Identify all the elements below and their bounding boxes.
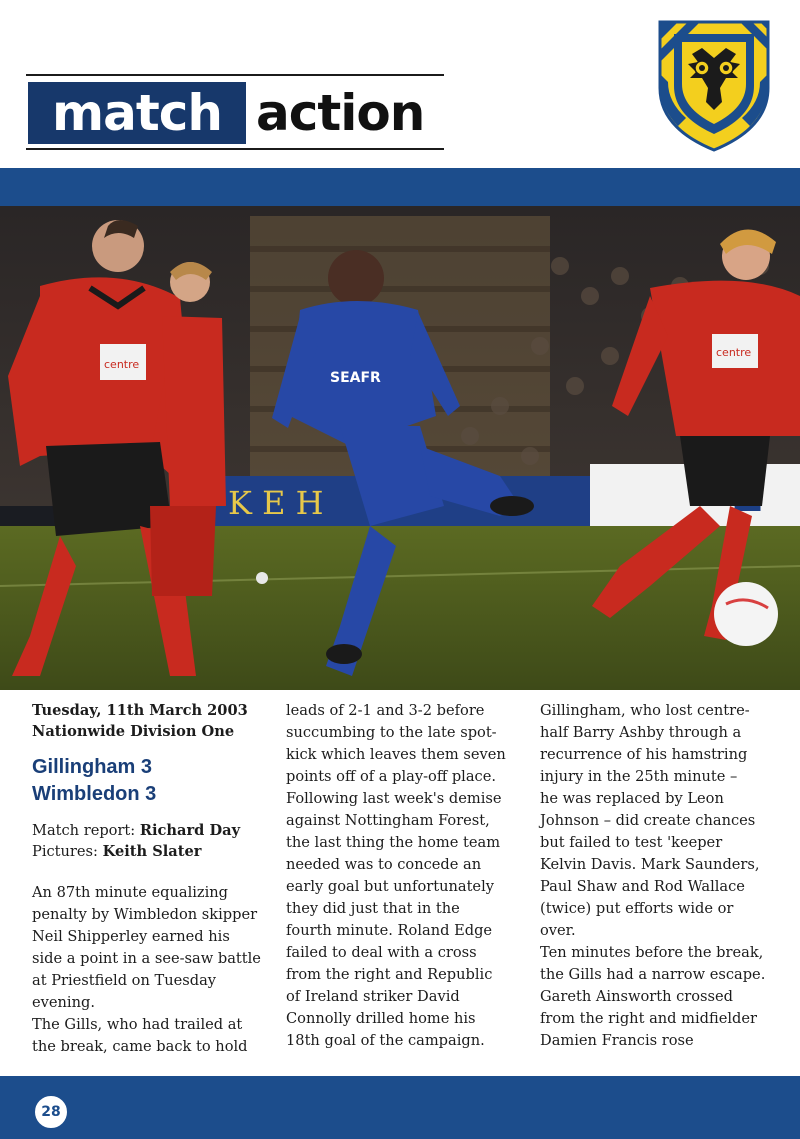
article-line: 18th goal of the campaign. bbox=[286, 1032, 485, 1049]
report-author: Richard Day bbox=[139, 822, 241, 839]
article-line: of Ireland striker David bbox=[286, 988, 460, 1005]
shirt-sponsor-left: centre bbox=[104, 358, 140, 371]
pictures-author: Keith Slater bbox=[102, 843, 202, 860]
article-line: from the right and Republic bbox=[286, 966, 493, 983]
article-line: they did just that in the bbox=[286, 900, 460, 917]
article-line: Gillingham, who lost centre- bbox=[540, 702, 750, 719]
article-column-3 bbox=[540, 700, 776, 1052]
shirt-sponsor-right: centre bbox=[716, 346, 752, 359]
score-home: Gillingham 3 bbox=[32, 756, 153, 778]
masthead bbox=[0, 0, 800, 172]
score-away: Wimbledon 3 bbox=[32, 783, 157, 805]
article-line: the Gills had a narrow escape. bbox=[540, 966, 766, 983]
article-line: succumbing to the late spot- bbox=[286, 724, 497, 741]
article-line: Neil Shipperley earned his bbox=[32, 928, 230, 945]
pictures-label: Pictures: bbox=[32, 843, 98, 860]
football-match-photo bbox=[0, 206, 800, 690]
footer-band bbox=[0, 1076, 800, 1139]
article-line: early goal but unfortunately bbox=[286, 878, 494, 895]
article-line: but failed to test 'keeper bbox=[540, 834, 723, 851]
article-line: at Priestfield on Tuesday bbox=[32, 972, 217, 989]
article-line: over. bbox=[540, 922, 576, 939]
header-band bbox=[0, 168, 800, 206]
article-line: Johnson – did create chances bbox=[540, 812, 756, 829]
article-line: Ten minutes before the break, bbox=[540, 944, 764, 961]
article-line: Gareth Ainsworth crossed bbox=[540, 988, 734, 1005]
shirt-sponsor-blue: SEAFR bbox=[330, 370, 381, 386]
article-line: penalty by Wimbledon skipper bbox=[32, 906, 258, 923]
article-body-1 bbox=[32, 882, 268, 1058]
title-rule-bottom bbox=[26, 148, 444, 150]
article-line: (twice) put efforts wide or bbox=[540, 900, 734, 917]
article-line: against Nottingham Forest, bbox=[286, 812, 490, 829]
article-line: the break, came back to hold bbox=[32, 1038, 248, 1055]
article-line: needed was to concede an bbox=[286, 856, 482, 873]
competition: Nationwide Division One bbox=[32, 723, 235, 740]
article-line: recurrence of his hamstring bbox=[540, 746, 748, 763]
title-action: action bbox=[256, 84, 425, 142]
article-line: Connolly drilled home his bbox=[286, 1010, 476, 1027]
match-date: Tuesday, 11th March 2003 bbox=[32, 702, 248, 719]
article-line: side a point in a see-saw battle bbox=[32, 950, 261, 967]
article-line: points off of a play-off place. bbox=[286, 768, 496, 785]
eagle-crest-icon bbox=[656, 18, 772, 154]
article-line: half Barry Ashby through a bbox=[540, 724, 742, 741]
article-line: he was replaced by Leon bbox=[540, 790, 724, 807]
article-line: Paul Shaw and Rod Wallace bbox=[540, 878, 745, 895]
article-column-2 bbox=[286, 700, 518, 1052]
article-line: Following last week's demise bbox=[286, 790, 502, 807]
article-line: evening. bbox=[32, 994, 95, 1011]
title-rule-top bbox=[26, 74, 444, 76]
article-line: failed to deal with a cross bbox=[286, 944, 477, 961]
ad-board-text: K E H bbox=[228, 484, 324, 522]
credits bbox=[32, 820, 268, 862]
article-line: injury in the 25th minute – bbox=[540, 768, 738, 785]
article-line: kick which leaves them seven bbox=[286, 746, 506, 763]
article-line: Kelvin Davis. Mark Saunders, bbox=[540, 856, 760, 873]
article-line: fourth minute. Roland Edge bbox=[286, 922, 493, 939]
article-column-1 bbox=[32, 700, 268, 1058]
report-label: Match report: bbox=[32, 822, 136, 839]
article-line: An 87th minute equalizing bbox=[32, 884, 229, 901]
article-line: Damien Francis rose bbox=[540, 1032, 694, 1049]
page-number: 28 bbox=[33, 1094, 69, 1130]
article-line: leads of 2-1 and 3-2 before bbox=[286, 702, 485, 719]
title-match: match bbox=[28, 82, 246, 144]
article-line: from the right and midfielder bbox=[540, 1010, 757, 1027]
article-line: The Gills, who had trailed at bbox=[32, 1016, 243, 1033]
article-line: the last thing the home team bbox=[286, 834, 501, 851]
